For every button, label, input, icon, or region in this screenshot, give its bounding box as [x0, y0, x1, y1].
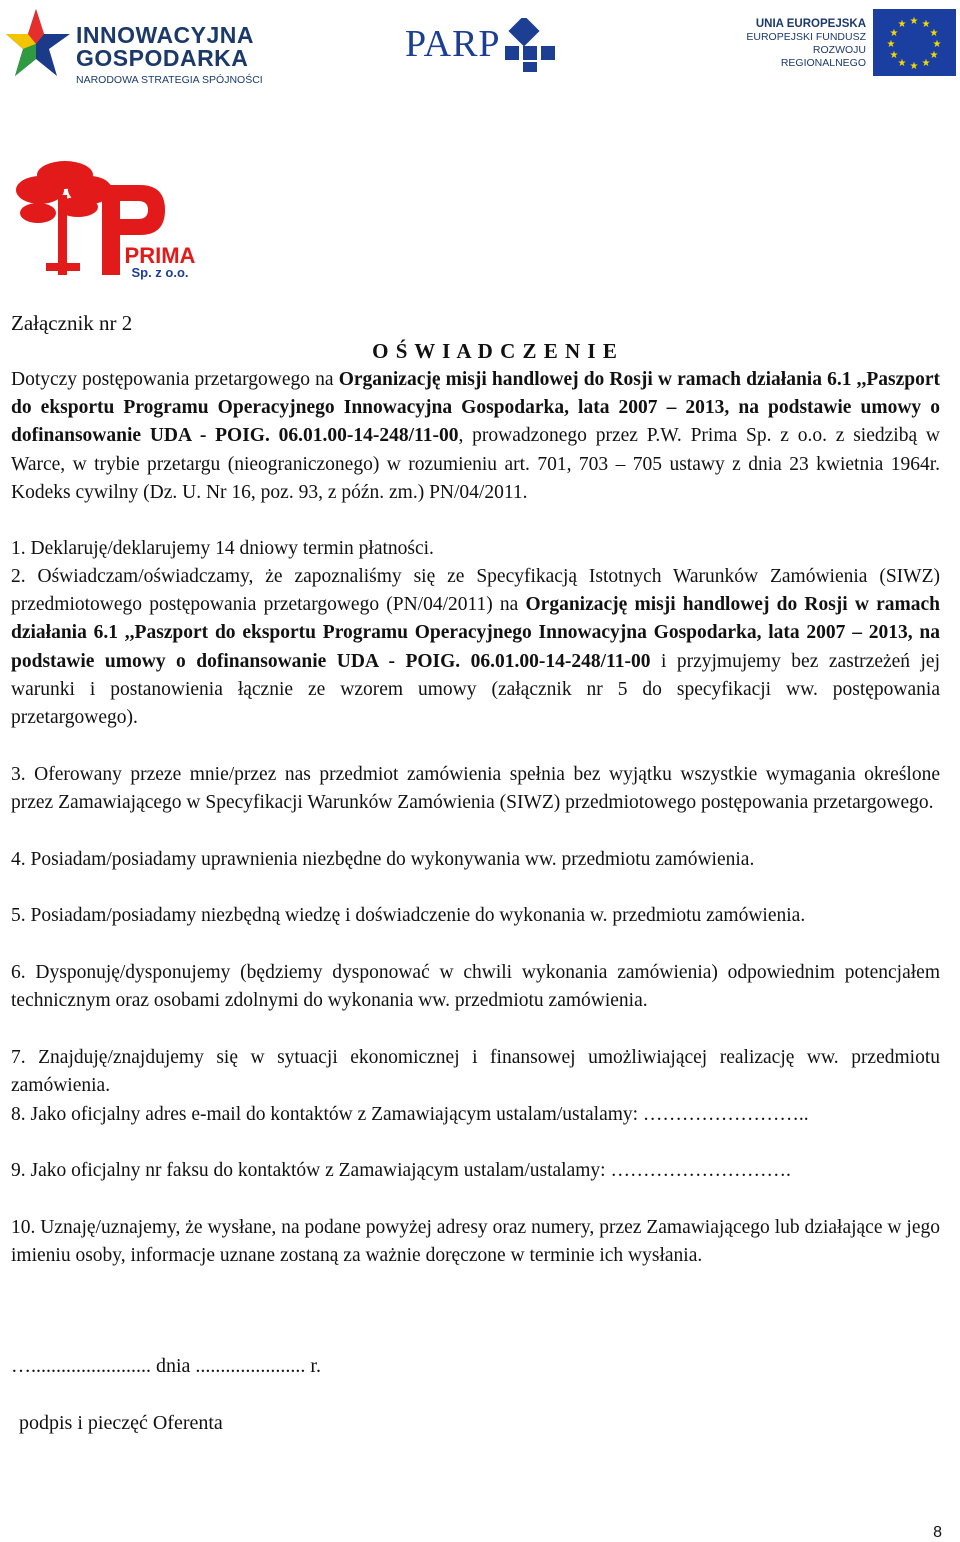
- annex-label: Załącznik nr 2: [11, 311, 133, 335]
- signature-label: podpis i pieczęć Oferenta: [19, 1412, 223, 1434]
- item-1: 1. Deklaruję/deklarujemy 14 dniowy termin płatności.: [11, 538, 434, 559]
- page-number: 8: [933, 1524, 942, 1541]
- svg-text:★: ★: [889, 50, 899, 61]
- svg-text:★: ★: [929, 50, 939, 61]
- prima-logo: [10, 155, 225, 280]
- ig-line1: INNOWACYJNA: [76, 22, 255, 48]
- eu-line3: ROZWOJU REGIONALNEGO: [780, 44, 866, 69]
- item2-text-c: i przyjmujemy bez zastrzeżeń jej warunki i postanowienia łącznie ze wzorem umowy (załącznik nr 5 do specyfikacji ww. postępowania przetargowego).: [11, 650, 941, 729]
- ig-star-icon: [6, 4, 74, 86]
- item-5: 5. Posiadam/posiadamy niezbędną wiedzę i doświadczenie do wykonania w. przedmiotu zamówienia.: [11, 905, 806, 926]
- item-7: 7. Znajduję/znajdujemy się w sytuacji ekonomicznej i finansowej umożliwiającej realizację ww. przedmiotu zamówienia.: [11, 1047, 940, 1097]
- intro-text-2: , prowadzonego przez P.W. Prima Sp. z o.o. z siedzibą w Warce, w trybie przetargu (nieograniczonego) w rozumieniu art. 701, 703 – 705 ustawy z dnia 23 kwietnia 1964r. Kodeks cywilny (Dz. U. Nr 16, poz. 93, z późn. zm.) PN/04/2011.: [11, 425, 940, 503]
- item-8: 8. Jako oficjalny adres e-mail do kontaktów z Zamawiającym ustalam/ustalamy: ……………………..: [11, 1104, 809, 1125]
- eu-line2: EUROPEJSKI FUNDUSZ: [746, 31, 866, 43]
- svg-text:★: ★: [889, 28, 899, 39]
- svg-text:★: ★: [921, 58, 931, 69]
- intro-text-1: Dotyczy postępowania przetargowego na: [11, 369, 339, 390]
- prima-subtext: Sp. z o.o.: [131, 265, 189, 280]
- intro-paragraph: [11, 366, 940, 507]
- document-title: O Ś W I A D C Z E N I E: [372, 339, 618, 363]
- item2-text-a: 2. Oświadczam/oświadczamy, że zapoznaliśmy się ze Specyfikacją Istotnych Warunków Zamówienia (SIWZ) przedmiotowego postępowania przetargowego (PN/04/2011) na: [11, 566, 940, 616]
- ig-line2: GOSPODARKA: [76, 45, 249, 71]
- item2-bold: Organizację misji handlowej do Rosji w ramach działania 6.1 ,,Paszport do eksportu Programu Operacyjnego Innowacyjna Gospodarka, lata 2007 – 2013, na podstawie umowy o dofinansowanie UDA - POIG. 06.01.00-14-248/11-00: [11, 594, 940, 672]
- item-4: 4. Posiadam/posiadamy uprawnienia niezbędne do wykonywania ww. przedmiotu zamówienia.: [11, 849, 755, 870]
- item-2: [11, 563, 940, 732]
- item-6: 6. Dysponuję/dysponujemy (będziemy dysponować w chwili wykonania zamówienia) odpowiednim potencjałem technicznym oraz osobami zdolnymi do wykonania ww. przedmiotu zamówienia.: [11, 962, 940, 1012]
- svg-text:★: ★: [932, 39, 942, 50]
- date-line: …........................ dnia ...................... r.: [11, 1355, 321, 1377]
- ig-line3: NARODOWA STRATEGIA SPÓJNOŚCI: [76, 74, 263, 86]
- parp-text: PARP: [405, 23, 501, 65]
- svg-text:★: ★: [909, 61, 919, 72]
- prima-text: PRIMA: [124, 243, 196, 268]
- item-3: 3. Oferowany przeze mnie/przez nas przedmiot zamówienia spełnia bez wyjątku wszystkie wymagania określone przez Zamawiającego w Specyfikacji Warunków Zamówienia (SIWZ) przedmiotowego postępowania przetargowego.: [11, 764, 940, 814]
- parp-logo: [405, 16, 565, 76]
- eu-line1: UNIA EUROPEJSKA: [755, 18, 866, 30]
- prima-tree-icon: [10, 155, 225, 280]
- item-10: 10. Uznaję/uznajemy, że wysłane, na podane powyżej adresy oraz numery, przez Zamawiającego lub działające w jego imieniu osoby, informacje uznane zostaną za ważnie doręczone w terminie ich wysłania.: [11, 1217, 940, 1267]
- intro-bold: Organizację misji handlowej do Rosji w ramach działania 6.1 ,,Paszport do eksportu Programu Operacyjnego Innowacyjna Gospodarka, lata 2007 – 2013, na podstawie umowy o dofinansowanie UDA - POIG. 06.01.00-14-248/11-00: [11, 369, 940, 447]
- svg-text:★: ★: [886, 39, 896, 50]
- svg-text:★: ★: [897, 19, 907, 30]
- svg-text:★: ★: [929, 28, 939, 39]
- eu-flag-icon: [873, 9, 956, 76]
- svg-text:★: ★: [897, 58, 907, 69]
- svg-text:★: ★: [909, 16, 919, 27]
- eu-logo: [730, 4, 956, 76]
- svg-text:★: ★: [921, 19, 931, 30]
- innowacyjna-gospodarka-logo: [6, 4, 266, 86]
- item-9: 9. Jako oficjalny nr faksu do kontaktów z Zamawiającym ustalam/ustalamy: ……………………….: [11, 1160, 791, 1181]
- parp-emblem-icon: [501, 18, 557, 74]
